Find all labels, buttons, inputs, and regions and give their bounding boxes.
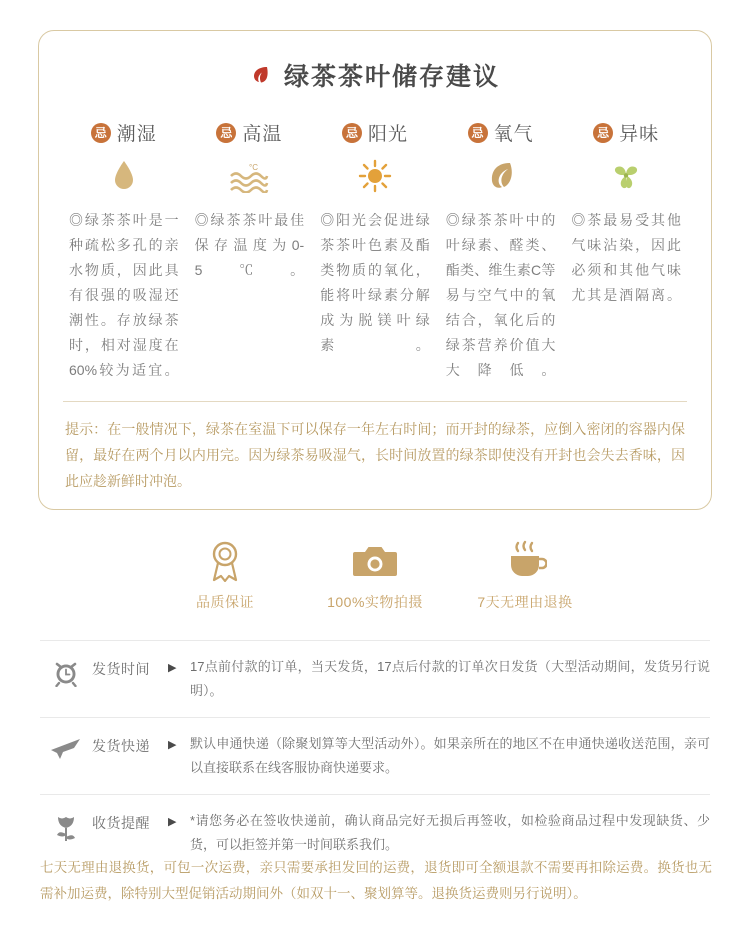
avoid-badge-icon: 忌 [468, 123, 488, 143]
svg-text:°C: °C [249, 163, 259, 172]
award-ribbon-icon [150, 538, 300, 584]
arrow-right-icon: ▶ [168, 816, 177, 828]
thermometer-icon [195, 156, 305, 196]
guarantee-label: 品质保证 [196, 594, 254, 610]
shipping-label: 发货时间 [92, 661, 150, 677]
column-heading [571, 119, 681, 146]
shipping-row-time [40, 640, 710, 717]
advice-column-humidity [61, 119, 187, 383]
card-title-text: 绿茶茶叶储存建议 [283, 63, 500, 91]
shipping-text: *请您务必在签收快递前，确认商品完好无损后再签收，如检验商品过程中发现缺货、少货，可以拒签并第一时间联系我们。 [190, 813, 710, 852]
storage-tip-text: 提示：在一般情况下，绿茶在室温下可以保存一年左右时间；而开封的绿茶，应倒入密闭的容器内保留，最好在两个月以内用完。因为绿茶易吸湿气，长时间放置的绿茶即使没有开封也会失去香味，因此应趁新鲜时冲泡。 [65, 421, 685, 489]
guarantee-return [450, 538, 600, 612]
column-label: 氧气 [493, 124, 534, 145]
avoid-badge-icon: 忌 [342, 123, 362, 143]
advice-column-oxygen [438, 119, 564, 383]
column-text: ◎茶最易受其他气味沾染，因此必须和其他气味尤其是酒隔离。 [571, 212, 681, 303]
column-text: ◎绿茶茶叶中的叶绿素、醛类、酯类、维生素C等易与空气中的氧结合，氧化后的绿茶营养价值大大降低。 [445, 212, 556, 378]
column-heading [195, 119, 305, 146]
storage-advice-card [38, 30, 712, 510]
column-label: 潮湿 [116, 124, 157, 145]
advice-column-temperature [187, 119, 313, 383]
arrow-right-icon: ▶ [168, 662, 177, 674]
guarantee-label: 100%实物拍摄 [327, 594, 423, 610]
advice-column-odor [563, 119, 689, 383]
camera-icon [300, 538, 450, 584]
shipping-label: 收货提醒 [92, 815, 150, 831]
column-text: ◎阳光会促进绿茶茶叶色素及酯类物质的氧化，能将叶绿素分解成为脱镁叶绿素。 [320, 212, 430, 353]
guarantee-row [150, 538, 600, 612]
advice-columns [39, 119, 711, 383]
card-title [39, 57, 711, 93]
column-heading [446, 119, 556, 146]
guarantee-real-photo [300, 538, 450, 612]
shipping-text: 17点前付款的订单，当天发货，17点后付款的订单次日发货（大型活动期间，发货另行说明）。 [190, 659, 710, 698]
column-heading [320, 119, 430, 146]
guarantee-quality [150, 538, 300, 612]
leaf-icon [446, 156, 556, 196]
avoid-badge-icon: 忌 [216, 123, 236, 143]
shipping-row-courier [40, 717, 710, 794]
avoid-badge-icon: 忌 [593, 123, 613, 143]
guarantee-label: 7天无理由退换 [477, 594, 573, 610]
column-heading [69, 119, 179, 146]
advice-column-sunlight [312, 119, 438, 383]
avoid-badge-icon: 忌 [91, 123, 111, 143]
column-label: 高温 [242, 124, 283, 145]
shipping-text: 默认申通快递（除聚划算等大型活动外）。如果亲所在的地区不在申通快递收送范围，亲可以直接联系在线客服协商快递要求。 [190, 736, 710, 775]
airplane-icon [40, 732, 92, 762]
arrow-right-icon: ▶ [168, 739, 177, 751]
shipping-label: 发货快递 [92, 738, 150, 754]
divider [63, 401, 687, 402]
column-text: ◎绿茶茶叶是一种疏松多孔的亲水物质，因此具有很强的吸湿还潮性。存放绿茶时，相对湿度在60%较为适宜。 [69, 212, 179, 378]
coffee-cup-icon [450, 538, 600, 584]
column-label: 异味 [619, 124, 660, 145]
shipping-info-list [40, 640, 710, 871]
tulip-icon [40, 809, 92, 843]
water-drop-icon [69, 156, 179, 196]
leaf-icon [250, 64, 272, 86]
return-policy-note: 七天无理由退换货，可包一次运费，亲只需要承担发回的运费，退货即可全额退款不需要再扣除运费。换货也无需补加运费，除特别大型促销活动期间外（如双十一、聚划算等。退换货运费则另行说明）。 [40, 860, 712, 901]
sun-icon [320, 156, 430, 196]
alarm-clock-icon [40, 655, 92, 687]
fan-icon [571, 156, 681, 196]
column-label: 阳光 [367, 124, 408, 145]
column-text: ◎绿茶茶叶最佳保存温度为0-5℃。 [194, 212, 305, 278]
